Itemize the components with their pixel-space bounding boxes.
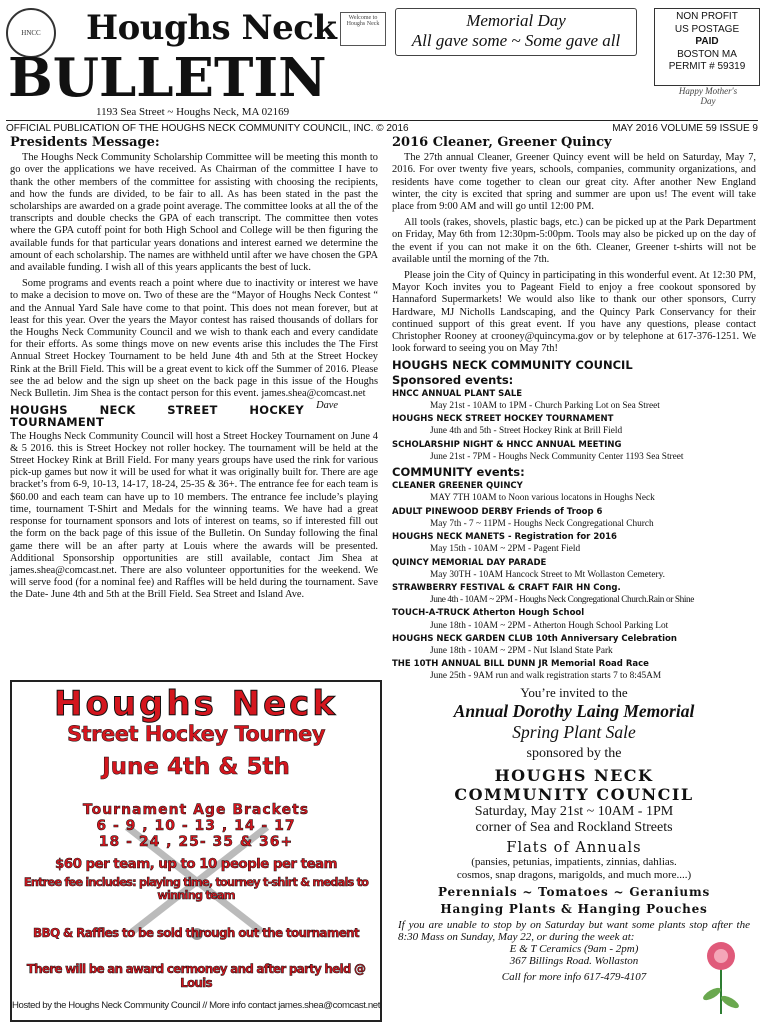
presidents-paragraph-2: Some programs and events reach a point where due to inactivity or interest we have to make a decision to move on. Two of these are the “Mayor of Houghs Neck Contest “ and the Annual Yard Sale have come to that point. This does not mean forever, but at least for this year. Over the years the Mayor contest has raised thousands of dollars for the Houghs Neck Community Council and we wish to thank each and every candidate for their efforts. As some things move on new events arise this includes the The First Annual Street Hockey Tournament to be held June 4th and 5th at the Street Hockey Rink at the Brill Field. This will be a great event to kick off the Summer of 2016. Please see the ad below and the sign up sheet on the back page in this issue of the Houghs Neck Bulletin. Jim Shea is the contact person for this event. james.shea@comcast.net Dave bbox=[10, 278, 378, 412]
plant-sale-sponsored-by: sponsored by the bbox=[526, 746, 622, 761]
hockey-ad-brackets-label: Tournament Age Brackets bbox=[82, 802, 310, 818]
plant-sale-call: Call for more info 617-479-4107 bbox=[501, 971, 647, 983]
permit-line4: BOSTON MA bbox=[677, 48, 737, 60]
plant-sale-title1: Annual Dorothy Laing Memorial bbox=[453, 701, 695, 721]
hockey-ad-party: There will be an award cermoney and after party held @ Louis bbox=[26, 962, 366, 990]
plant-sale-perennials: Perennials ~ Tomatoes ~ Geraniums bbox=[437, 885, 711, 899]
plant-sale-flats: Flats of Annuals bbox=[506, 840, 642, 856]
memorial-day-banner bbox=[395, 8, 637, 56]
sponsored-events-list bbox=[392, 388, 756, 463]
hockey-ad-host: Hosted by the Houghs Neck Community Council // More info contact james.shea@comcast.net bbox=[12, 1000, 380, 1011]
plant-sale-flats-list1: (pansies, petunias, impatients, zinnias, dahlias. bbox=[471, 856, 677, 868]
left-column bbox=[10, 137, 378, 606]
list-item: ADULT PINEWOOD DERBY Friends of Troop 6 May 7th - 7 ~ 11PM - Houghs Neck Congregational Church bbox=[392, 506, 654, 529]
cleaner-heading: 2016 Cleaner, Greener Quincy bbox=[392, 135, 612, 150]
publication-info: OFFICIAL PUBLICATION OF THE HOUGHS NECK COMMUNITY COUNCIL, INC. © 2016 bbox=[6, 123, 409, 134]
list-item: HOUGHS NECK STREET HOCKEY TOURNAMENT June 4th and 5th - Street Hockey Rink at Brill Field bbox=[392, 414, 623, 437]
cleaner-paragraph-3: Please join the City of Quincy in participating in this wonderful event. At 12:30 PM, Mayor Koch invites you to Pageant Field to enjoy a free cookout sponsored by Hannaford Supermarkets! We would also like to thank our other sponsors, Curry Hardware, MJ Nicholls Landscaping, and the Quincy Park Conservancy for their continued support of this great event. If you have any questions, please contact Christopher Rooney at crooney@quincyma.gov or by telephone at 617-376-1251. We look forward to seeing you on May 7th! bbox=[392, 270, 756, 355]
permit-line2: US POSTAGE bbox=[674, 23, 740, 35]
list-item: QUINCY MEMORIAL DAY PARADE May 30TH - 10AM Hancock Street to Mt Wollaston Cemetery. bbox=[392, 557, 665, 580]
plant-sale-shop2: 367 Billings Road. Wollaston bbox=[509, 955, 639, 967]
welcome-sign-icon bbox=[340, 12, 386, 46]
hockey-ad-bbq: BBQ & Raffles to be sold through out the tournament bbox=[33, 926, 359, 940]
presidents-signature: Dave bbox=[316, 400, 338, 412]
plant-sale-note: If you are unable to stop by on Saturday but want some plants stop after the 8:30 Mass on Sunday, May 22, or during the week at: bbox=[398, 919, 750, 943]
hockey-ad-fee: $60 per team, up to 10 people per team bbox=[55, 856, 337, 872]
hockey-tourney-ad bbox=[10, 680, 382, 1022]
sponsored-events-heading: Sponsored events: bbox=[392, 372, 514, 387]
plant-sale-org2: COMMUNITY COUNCIL bbox=[454, 785, 694, 804]
hockey-ad-subtitle: Street Hockey Tourney bbox=[66, 722, 326, 746]
plant-sale-org1: HOUGHS NECK bbox=[494, 766, 654, 785]
flower-icon bbox=[690, 936, 752, 1016]
masthead-address: 1193 Sea Street ~ Houghs Neck, MA 02169 bbox=[96, 106, 290, 118]
permit-line1: NON PROFIT bbox=[676, 11, 738, 22]
list-item: CLEANER GREENER QUINCY MAY 7TH 10AM to Noon various locatons in Houghs Neck bbox=[392, 481, 655, 504]
masthead-name-line2: BULLETIN bbox=[8, 47, 327, 109]
cleaner-paragraph-2: All tools (rakes, shovels, plastic bags, etc.) can be picked up at the Park Department on Friday, May 6th from 12:30pm-5:00pm. Tools may also be picked up on the day of the event if you can not make it on the 6th. Cleaner, Greener t-shirts will not be available until the morning of the 7th. bbox=[392, 217, 756, 265]
postage-permit-box bbox=[654, 8, 760, 86]
hockey-ad-brackets-1: 6 - 9 , 10 - 13 , 14 - 17 bbox=[96, 818, 296, 834]
masthead-name-line1: Houghs Neck bbox=[86, 8, 337, 48]
publication-bar bbox=[6, 120, 758, 134]
permit-line5: PERMIT # 59319 bbox=[668, 61, 746, 72]
community-events-list bbox=[392, 480, 756, 682]
hockey-ad-dates: June 4th & 5th bbox=[102, 754, 290, 780]
plant-sale-title2: Spring Plant Sale bbox=[512, 722, 636, 742]
hockey-ad-includes: Entree fee includes: playing time, tourney t-shirt & medals to winning team bbox=[23, 875, 369, 902]
plant-sale-when: Saturday, May 21st ~ 10AM - 1PM bbox=[474, 804, 674, 819]
list-item: STRAWBERRY FESTIVAL & CRAFT FAIR HN Cong. June 4th - 10AM ~ 2PM - Houghs Neck Congregational Church.Rain or Shine bbox=[392, 582, 695, 606]
list-item: SCHOLARSHIP NIGHT & HNCC ANNUAL MEETING June 21st - 7PM - Houghs Neck Community Center 1193 Sea Street bbox=[392, 439, 684, 462]
list-item: HNCC ANNUAL PLANT SALE May 21st - 10AM to 1PM - Church Parking Lot on Sea Street bbox=[392, 388, 660, 412]
hockey-ad-brackets-2: 18 - 24 , 25- 35 & 36+ bbox=[98, 834, 294, 850]
hockey-article-heading: HOUGHS NECK STREET HOCKEY TOURNAMENT bbox=[10, 403, 305, 430]
list-item: THE 10TH ANNUAL BILL DUNN JR Memorial Road Race June 25th - 9AM run and walk registration starts 7 to 8:45AM bbox=[392, 659, 662, 682]
list-item: HOUGHS NECK MANETS - Registration for 2016 May 15th - 10AM ~ 2PM - Pagent Field bbox=[392, 532, 617, 555]
cleaner-paragraph-1: The 27th annual Cleaner, Greener Quincy event will be held on Saturday, May 7, 2016. For over twenty five years, schools, companies, community organizations, and residents have come together to clean our great city. After another New England winter, the city is excited that spring and summer are upon us! The event will take place from 9:00 AM and will go until 12:00 PM. bbox=[392, 152, 756, 213]
right-column bbox=[392, 137, 756, 683]
presidents-heading: Presidents Message: bbox=[10, 135, 160, 150]
list-item: TOUCH-A-TRUCK Atherton Hough School June 18th - 10AM ~ 2PM - Atherton Hough School Parking Lot bbox=[392, 608, 669, 631]
hockey-ad-title: Houghs Neck bbox=[54, 684, 338, 724]
community-events-heading: COMMUNITY events: bbox=[392, 465, 525, 480]
permit-line3: PAID bbox=[695, 36, 719, 47]
welcome-sign-text: Welcome to Houghs Neck bbox=[346, 15, 380, 27]
plant-sale-where: corner of Sea and Rockland Streets bbox=[475, 820, 673, 835]
memorial-line2: All gave some ~ Some gave all bbox=[411, 31, 621, 50]
hockey-article-body: The Houghs Neck Community Council will host a Street Hockey Tournament on June 4 & 5 2016. this is Street Hockey not roller hockey. The tournament will be held at the Street Hockey Rink at Brill Field. For many years groups have used the rink for various pick-up games but now it will be used for what it was originally built for. There are age bracket’s from 6-9, 10-13, 14-17, 18-24, 25-35 & 36+. The entrance fee for each team is $60.00 and each team can have up to 10 members. The entrance fee include’s playing time, tournament T-Shirt and Medals for the winning teams. We have had a great response for tournament sponsors and lots of interest on teams, so if interested fill out the form on the back page of this issue of the Bulletin. On Sunday following the final game there will be an after party at Louis where the awards will be presented. Additional Sponsorship opportunities are still available, contact Jim Shea at james.shea@comcast.net. There are also volunteer opportunities for the weekend. We will serve food (for a nominal fee) and Raffles will be held during the tournament. Save the Date- June 4th and 5th at the Brill Field. Sea Street and Island Ave. bbox=[10, 430, 378, 601]
events-heading: HOUGHS NECK COMMUNITY COUNCIL bbox=[392, 358, 633, 373]
mothers-day-graphic: Happy Mother's Day bbox=[678, 86, 738, 106]
presidents-paragraph-1: The Houghs Neck Community Scholarship Committee will be meeting this month to go over the applications we have received. As Chairman of the committee I have to thank the other members of the committee for assisting with choosing the recipients, and how the funds are divided, to be fair to all. As has been stated in the past the scholarships are awarded on a grade point average. The committee looks at all the of the transcripts and double checks the GPA of each transcript. The committee then votes where the GPA cutoff point for both High School and College will be then figuring the available funds for that particular years donations and interest earned we determine the amount of each scholarship. The names are withheld until after we have chosen the GPA and available funding. I wish all of this years applicants the best of luck. bbox=[10, 152, 378, 274]
plant-sale-flats-list2: cosmos, snap dragons, marigolds, and much more....) bbox=[456, 869, 692, 881]
plant-sale-shop1: E & T Ceramics (9am - 2pm) bbox=[509, 943, 639, 955]
seal-text: HNCC bbox=[21, 29, 41, 37]
plant-sale-invite: You’re invited to the bbox=[520, 685, 628, 700]
memorial-line1: Memorial Day bbox=[466, 11, 566, 30]
plant-sale-hanging: Hanging Plants & Hanging Pouches bbox=[440, 902, 708, 916]
issue-info: MAY 2016 VOLUME 59 ISSUE 9 bbox=[612, 123, 758, 134]
list-item: HOUGHS NECK GARDEN CLUB 10th Anniversary Celebration June 18th - 10AM ~ 2PM - Nut Island State Park bbox=[392, 633, 677, 656]
